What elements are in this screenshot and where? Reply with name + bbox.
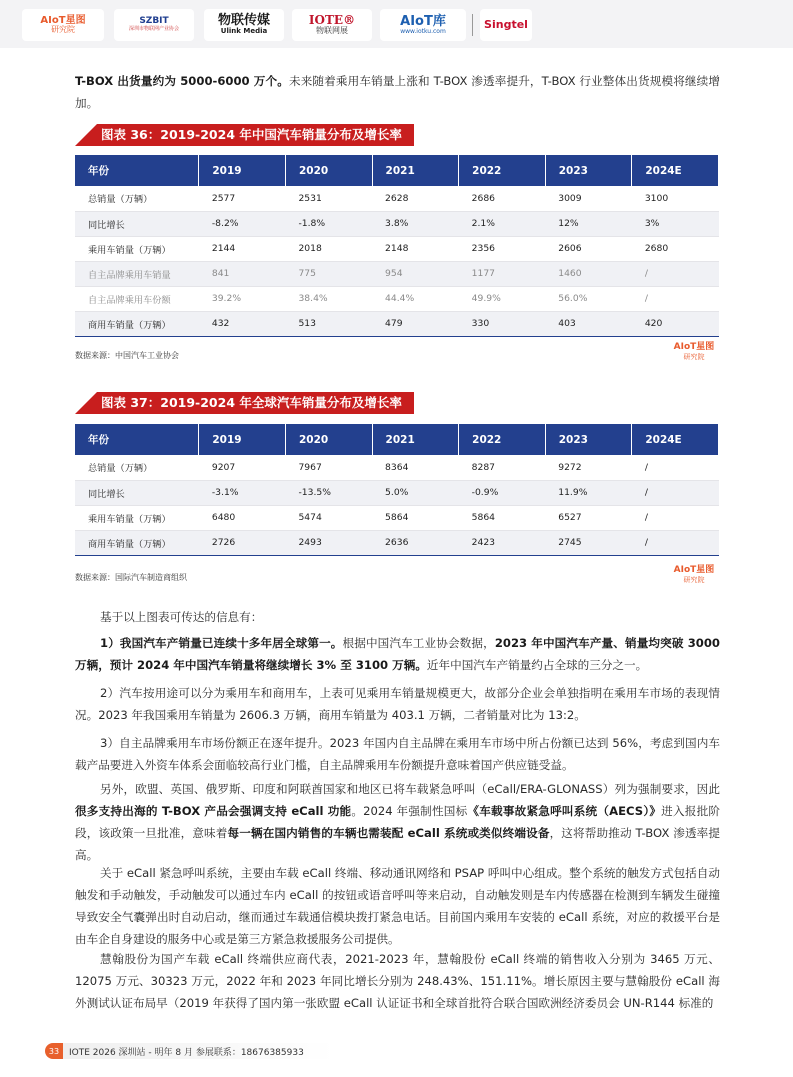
table-cell: 513 bbox=[285, 311, 372, 336]
figure-37-watermark-logo bbox=[668, 565, 720, 585]
row-label: 乘用车销量（万辆） bbox=[75, 505, 199, 530]
table-cell: 775 bbox=[285, 261, 372, 286]
header-cell: 2021 bbox=[372, 424, 459, 455]
figure-36-table bbox=[75, 155, 719, 337]
table-cell: 39.2% bbox=[199, 286, 286, 311]
table-cell: / bbox=[632, 286, 719, 311]
table-cell: 9272 bbox=[545, 455, 632, 480]
table-cell: 2680 bbox=[632, 236, 719, 261]
aiotku-logo-sub: www.iotku.com bbox=[400, 27, 446, 35]
table-cell: 49.9% bbox=[459, 286, 546, 311]
table-cell: 1177 bbox=[459, 261, 546, 286]
figure-37-source: 数据来源：国际汽车制造商组织 bbox=[75, 573, 187, 582]
table-row bbox=[75, 530, 719, 555]
header-cell: 2024E bbox=[632, 155, 719, 186]
header-cell: 2019 bbox=[199, 424, 286, 455]
table-cell: 2628 bbox=[372, 186, 459, 211]
table-cell: 8364 bbox=[372, 455, 459, 480]
header-cell: 2023 bbox=[545, 155, 632, 186]
table-cell: -3.1% bbox=[199, 480, 286, 505]
row-label: 总销量（万辆） bbox=[75, 455, 199, 480]
table-cell: 330 bbox=[459, 311, 546, 336]
table-cell: 403 bbox=[545, 311, 632, 336]
header-cell: 2022 bbox=[459, 424, 546, 455]
aiot-logo-sub: 研究院 bbox=[51, 25, 75, 35]
p1-bold-c: 2023 年中国汽车产量、销量均突破 3000 万辆，预计 2024 年中国汽车销量将继续增长 3% 至 3100 万辆。 bbox=[75, 636, 720, 672]
table-cell: 2148 bbox=[372, 236, 459, 261]
aiotku-logo-name: AIoT库 bbox=[400, 13, 446, 29]
singtel-logo bbox=[480, 9, 532, 41]
table-cell: 8287 bbox=[459, 455, 546, 480]
figure-37-title bbox=[75, 392, 414, 414]
table-cell: 479 bbox=[372, 311, 459, 336]
table-cell: / bbox=[632, 480, 719, 505]
table-cell: 3.8% bbox=[372, 211, 459, 236]
table-cell: 2726 bbox=[199, 530, 286, 555]
table-row bbox=[75, 480, 719, 505]
table-cell: 44.4% bbox=[372, 286, 459, 311]
row-label: 商用车销量（万辆） bbox=[75, 311, 199, 336]
watermark-logo-name: AIoT星图 bbox=[673, 565, 715, 575]
title-accent-triangle bbox=[75, 124, 97, 146]
aiot-logo bbox=[22, 9, 104, 41]
figure-36-title bbox=[75, 124, 414, 146]
table-cell: 2356 bbox=[459, 236, 546, 261]
table-cell: 2144 bbox=[199, 236, 286, 261]
row-label: 总销量（万辆） bbox=[75, 186, 199, 211]
table-cell: 2606 bbox=[545, 236, 632, 261]
szbit-logo-name: SZBIT bbox=[139, 16, 169, 27]
table-cell: 3% bbox=[632, 211, 719, 236]
table-cell: / bbox=[632, 261, 719, 286]
body-paragraph-2: 2）汽车按用途可以分为乘用车和商用车，上表可见乘用车销量规模更大，故部分企业会单独指明在乘用车市场的表现情况。2023 年我国乘用车销量为 2606.3 万辆，商用车销量为 403.1 万辆，二者销量对比为 13:2。 bbox=[75, 686, 720, 722]
table-cell: 954 bbox=[372, 261, 459, 286]
body-paragraph-4 bbox=[75, 778, 720, 866]
table-cell: 6527 bbox=[545, 505, 632, 530]
szbit-logo-sub: 深圳市物联网产业协会 bbox=[128, 26, 179, 33]
ulink-logo-name: 物联传媒 bbox=[217, 13, 270, 28]
table-row bbox=[75, 236, 719, 261]
p4-bold-d: 《车载事故紧急呼叫系统（AECS）》 bbox=[467, 804, 662, 818]
p4-text-e: 进入报批阶段，该政策一旦批准，意味着 bbox=[75, 804, 720, 840]
table-header-row bbox=[75, 155, 719, 186]
row-label: 自主品牌乘用车销量 bbox=[75, 261, 199, 286]
ulink-logo bbox=[204, 9, 284, 41]
header-cell: 2020 bbox=[285, 155, 372, 186]
figure-36-title-text: 图表 36：2019-2024 年中国汽车销量分布及增长率 bbox=[97, 124, 414, 146]
body-paragraph-0: 基于以上图表可传达的信息有： bbox=[100, 610, 263, 624]
table-cell: 1460 bbox=[545, 261, 632, 286]
table-cell: 3009 bbox=[545, 186, 632, 211]
table-header-row bbox=[75, 424, 719, 455]
iote-logo bbox=[292, 9, 372, 41]
footer-text: IOTE 2026 深圳站 - 明年 8 月 参展联系：18676385933 bbox=[63, 1043, 335, 1059]
table-row bbox=[75, 505, 719, 530]
table-cell: 5.0% bbox=[372, 480, 459, 505]
table-cell: 7967 bbox=[285, 455, 372, 480]
table-cell: 3100 bbox=[632, 186, 719, 211]
figure-37-title-text: 图表 37：2019-2024 年全球汽车销量分布及增长率 bbox=[97, 392, 414, 414]
table-cell: 38.4% bbox=[285, 286, 372, 311]
intro-rest: 未来随着乘用车销量上涨和 T-BOX 渗透率提升，T-BOX 行业整体出货规模将继续增加。 bbox=[75, 74, 720, 110]
figure-36-watermark-logo bbox=[668, 342, 720, 362]
table-row bbox=[75, 211, 719, 236]
table-cell: 2577 bbox=[199, 186, 286, 211]
table-cell: 2745 bbox=[545, 530, 632, 555]
header-cell: 2019 bbox=[199, 155, 286, 186]
table-row bbox=[75, 186, 719, 211]
aiot-logo-name: AIoT星图 bbox=[40, 15, 86, 27]
table-cell: 5474 bbox=[285, 505, 372, 530]
table-cell: 12% bbox=[545, 211, 632, 236]
header-cell: 2020 bbox=[285, 424, 372, 455]
table-cell: / bbox=[632, 505, 719, 530]
iote-logo-name: IOTE® bbox=[308, 13, 356, 27]
table-cell: 2.1% bbox=[459, 211, 546, 236]
page-number: 33 bbox=[45, 1043, 63, 1059]
singtel-logo-name: Singtel bbox=[484, 17, 528, 31]
table-cell: / bbox=[632, 455, 719, 480]
intro-paragraph bbox=[75, 70, 720, 114]
logo-divider bbox=[472, 14, 473, 36]
row-label: 同比增长 bbox=[75, 211, 199, 236]
watermark-logo-sub: 研究院 bbox=[683, 353, 705, 361]
table-cell: 2531 bbox=[285, 186, 372, 211]
table-row bbox=[75, 286, 719, 311]
header-cell: 2022 bbox=[459, 155, 546, 186]
table-cell: 432 bbox=[199, 311, 286, 336]
row-label: 自主品牌乘用车份额 bbox=[75, 286, 199, 311]
ulink-logo-sub: Ulink Media bbox=[220, 27, 268, 36]
table-cell: -8.2% bbox=[199, 211, 286, 236]
row-label: 同比增长 bbox=[75, 480, 199, 505]
figure-37-table bbox=[75, 424, 719, 556]
table-cell: -0.9% bbox=[459, 480, 546, 505]
body-paragraph-3: 3）自主品牌乘用车市场份额正在逐年提升。2023 年国内自主品牌在乘用车市场中所占份额已达到 56%，考虑到国内车载产品要进入外资车体系会面临较高行业门槛，自主品牌乘用车份额提升意味着国产供应链受益。 bbox=[75, 736, 720, 772]
table-cell: 56.0% bbox=[545, 286, 632, 311]
table-cell: -1.8% bbox=[285, 211, 372, 236]
table-cell: 5864 bbox=[459, 505, 546, 530]
row-label: 商用车销量（万辆） bbox=[75, 530, 199, 555]
p4-text-c: 。2024 年强制性国标 bbox=[351, 804, 468, 818]
table-row bbox=[75, 311, 719, 336]
table-cell: -13.5% bbox=[285, 480, 372, 505]
table-cell: 2018 bbox=[285, 236, 372, 261]
p1-text-b: 根据中国汽车工业协会数据， bbox=[342, 636, 495, 650]
table-cell: / bbox=[632, 530, 719, 555]
table-cell: 841 bbox=[199, 261, 286, 286]
body-paragraph-1 bbox=[75, 632, 720, 676]
p4-bold-b: 很多支持出海的 T-BOX 产品会强调支持 eCall 功能 bbox=[75, 804, 352, 818]
watermark-logo-sub: 研究院 bbox=[683, 576, 705, 584]
header-cell: 2023 bbox=[545, 424, 632, 455]
header-cell: 年份 bbox=[75, 424, 199, 455]
table-cell: 11.9% bbox=[545, 480, 632, 505]
body-paragraph-6: 慧翰股份为国产车载 eCall 终端供应商代表，2021-2023 年，慧翰股份 eCall 终端的销售收入分别为 3465 万元、12075 万元、30323 万元，2022 年和 2023 年同比增长分别为 248.43%、151.11%。增长原因主要与慧翰股份 eCall 海外测试认证布局早（2019 年获得了国内第一张欧盟 eCall 认证证书和全球首批符合联合国欧洲经济委员会 UN-R144 标准的 bbox=[75, 952, 720, 1010]
header-cell: 年份 bbox=[75, 155, 199, 186]
table-cell: 2686 bbox=[459, 186, 546, 211]
intro-bold: T-BOX 出货量约为 5000-6000 万个。 bbox=[75, 74, 289, 88]
header-logo-bar bbox=[0, 0, 793, 48]
page-footer bbox=[45, 1043, 335, 1059]
title-accent-triangle bbox=[75, 392, 97, 414]
table-cell: 5864 bbox=[372, 505, 459, 530]
header-cell: 2024E bbox=[632, 424, 719, 455]
table-cell: 6480 bbox=[199, 505, 286, 530]
iote-logo-sub: 物联网展 bbox=[316, 26, 348, 36]
p1-bold-a: 1）我国汽车产销量已连续十多年居全球第一。 bbox=[100, 636, 343, 650]
p1-text-d: 近年中国汽车产销量约占全球的三分之一。 bbox=[426, 658, 648, 672]
table-row bbox=[75, 455, 719, 480]
p4-text-g: ，这将帮助推动 T-BOX 渗透率提高。 bbox=[75, 826, 720, 862]
table-cell: 2423 bbox=[459, 530, 546, 555]
p4-text-a: 另外，欧盟、英国、俄罗斯、印度和阿联酋国家和地区已将车载紧急呼叫（eCall/ERA-GLONASS）列为强制要求，因此 bbox=[100, 782, 720, 796]
table-cell: 420 bbox=[632, 311, 719, 336]
table-cell: 2636 bbox=[372, 530, 459, 555]
row-label: 乘用车销量（万辆） bbox=[75, 236, 199, 261]
szbit-logo bbox=[114, 9, 194, 41]
watermark-logo-name: AIoT星图 bbox=[673, 342, 715, 352]
table-row bbox=[75, 261, 719, 286]
table-cell: 2493 bbox=[285, 530, 372, 555]
table-cell: 9207 bbox=[199, 455, 286, 480]
header-cell: 2021 bbox=[372, 155, 459, 186]
aiotku-logo bbox=[380, 9, 466, 41]
p4-bold-f: 每一辆在国内销售的车辆也需装配 eCall 系统或类似终端设备 bbox=[227, 826, 550, 840]
figure-36-source: 数据来源：中国汽车工业协会 bbox=[75, 351, 179, 360]
body-paragraph-5: 关于 eCall 紧急呼叫系统，主要由车载 eCall 终端、移动通讯网络和 PSAP 呼叫中心组成。整个系统的触发方式包括自动触发和手动触发，手动触发可以通过车内 eCall 的按钮或语音呼叫等来启动，自动触发则是车内传感器在检测到车辆发生碰撞导致安全气囊弹出时自动启动，继而通过车载通信模块拨打紧急电话。目前国内乘用车安装的 eCall 系统，对应的救援平台是由车企自身建设的服务中心或是第三方紧急救援服务公司提供。 bbox=[75, 866, 720, 946]
